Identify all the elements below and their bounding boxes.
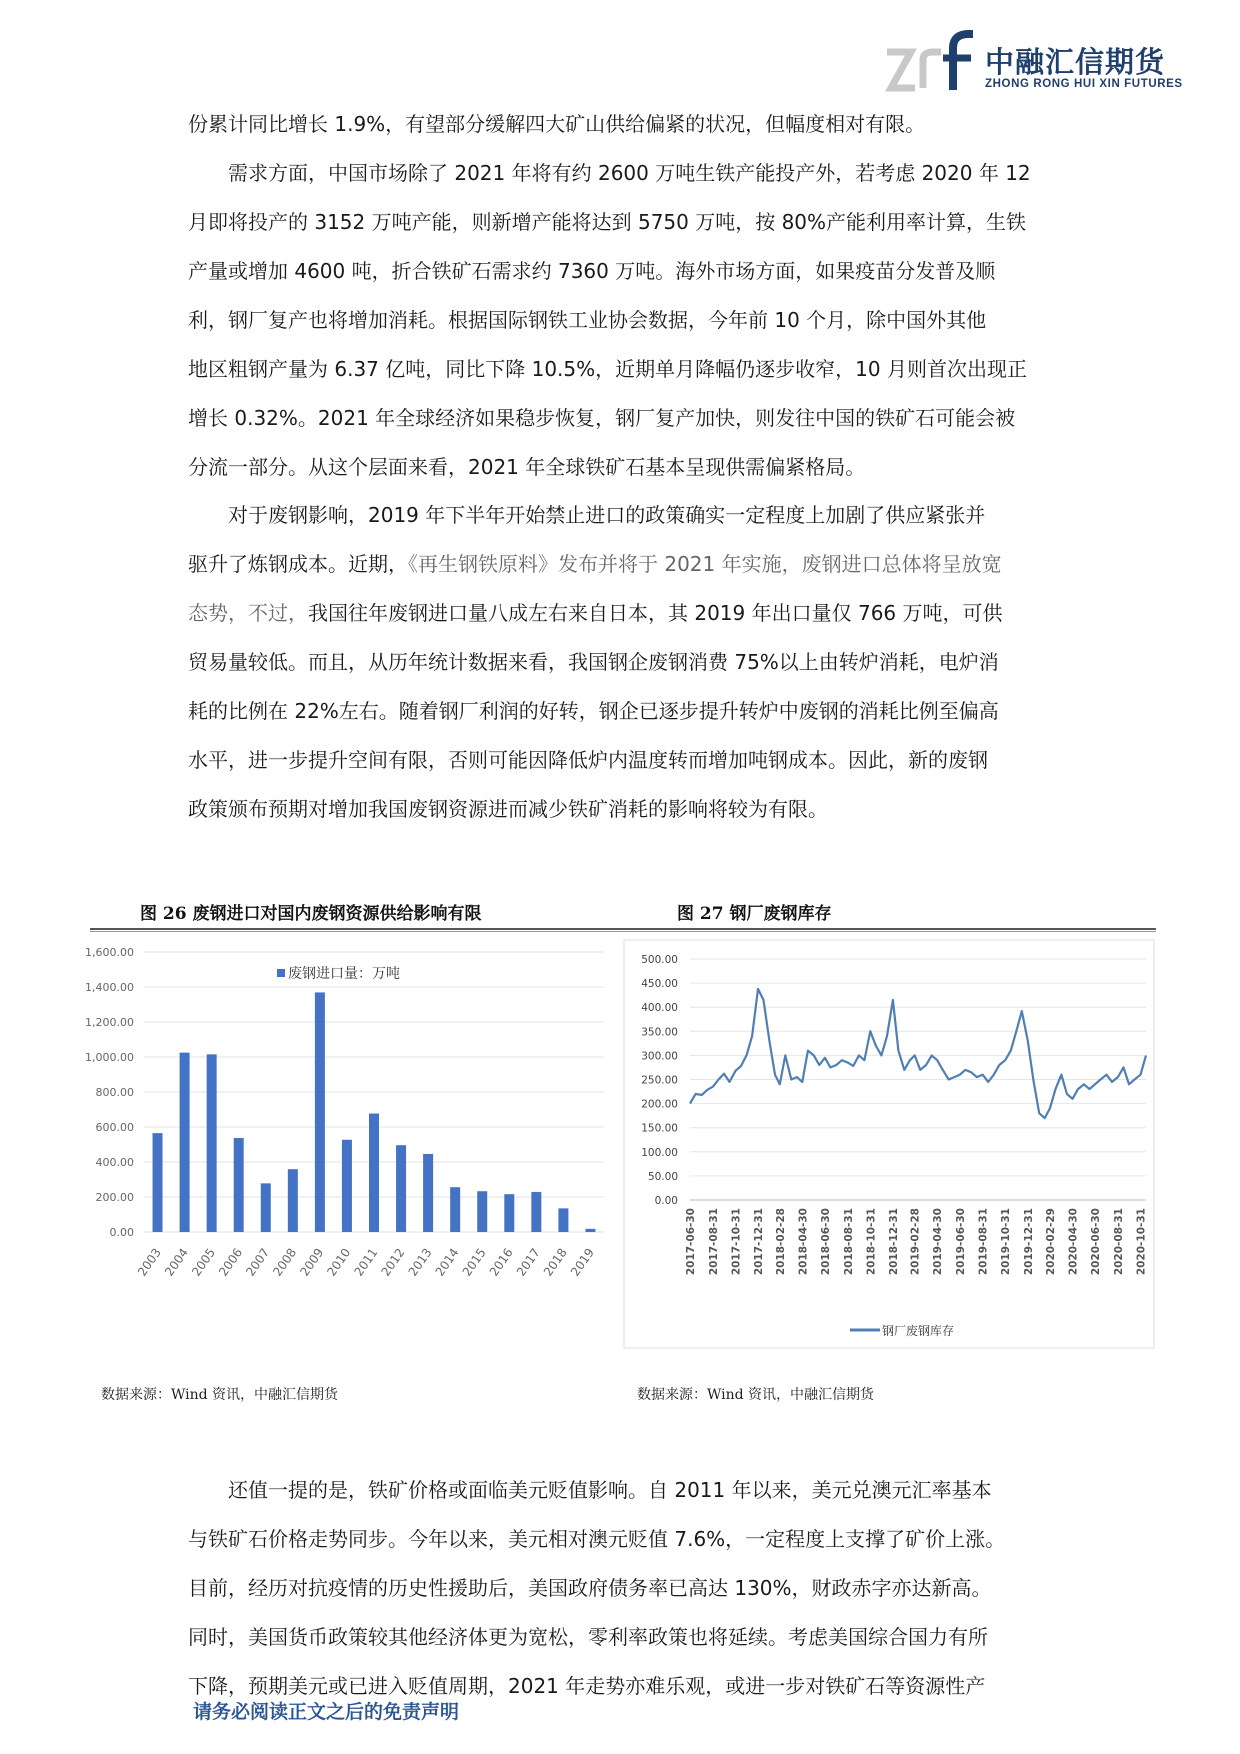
figure-divider [90,928,1156,930]
x-tick-label: 2018-04-30 [797,1208,810,1276]
x-tick-label: 2020-04-30 [1067,1208,1080,1276]
bar [234,1138,244,1232]
bar [180,1053,190,1232]
y-tick-label: 1,000.00 [85,1051,134,1064]
chart-y-axis [641,954,678,1207]
x-tick-label: 2020-08-31 [1112,1208,1125,1276]
paragraph-line [188,540,1058,589]
paragraph-text-muted: 《再生钢铁原料》发布并将于 2021 年实施，废钢进口总体将呈放宽 [408,552,1002,576]
x-tick-label: 2018-12-31 [887,1208,900,1276]
x-tick-label: 2018 [540,1245,570,1279]
chart-x-axis [135,1246,597,1279]
x-tick-label: 2019-06-30 [954,1208,967,1276]
logo-english-name: ZHONG RONG HUI XIN FUTURES [985,78,1183,90]
x-tick-label: 2019-02-28 [909,1208,922,1276]
bar [153,1133,163,1232]
chart-legend [277,966,400,982]
paragraph-line: 目前，经历对抗疫情的历史性援助后，美国政府债务率已高达 130%，财政赤字亦达新高。 [188,1576,992,1600]
x-tick-label: 2013 [405,1245,435,1279]
logo-mark-icon [885,30,975,94]
x-tick-label: 2011 [351,1245,381,1279]
paragraph-text: 驱升了炼钢成本。近期， [188,552,408,576]
chart-legend [850,1323,954,1338]
x-tick-label: 2008 [270,1245,300,1279]
x-tick-label: 2015 [459,1245,489,1279]
y-tick-label: 50.00 [647,1170,678,1183]
paragraph-line: 同时，美国货币政策较其他经济体更为宽松，零利率政策也将延续。考虑美国综合国力有所 [188,1625,988,1649]
steel-mill-scrap-inventory-line-chart [622,938,1156,1350]
x-tick-label: 2017-12-31 [752,1208,765,1276]
bar [315,992,325,1232]
paragraph-text-muted: 态势，不过， [188,601,308,625]
x-tick-label: 2012 [378,1245,408,1279]
x-tick-label: 2018-02-28 [774,1208,787,1276]
x-tick-label: 2007 [243,1245,273,1279]
y-tick-label: 100.00 [641,1146,678,1159]
bar [396,1145,406,1232]
paragraph-3 [188,491,1058,834]
y-tick-label: 150.00 [641,1122,678,1135]
x-tick-label: 2018-08-31 [842,1208,855,1276]
paragraph-1 [188,100,1058,149]
figure-27-title: 图 27 钢厂废钢库存 [677,904,832,924]
bar [558,1208,568,1232]
paragraph-line: 产量或增加 4600 吨，折合铁矿石需求约 7360 万吨。海外市场方面，如果疫苗分发普及顺 [188,259,996,283]
x-tick-label: 2017-06-30 [685,1208,697,1276]
figure-26-title: 图 26 废钢进口对国内废钢资源供给影响有限 [140,904,482,924]
company-logo [885,28,1183,98]
y-tick-label: 400.00 [95,1156,134,1169]
x-tick-label: 2005 [189,1245,219,1279]
y-tick-label: 200.00 [95,1191,134,1204]
chart-bars [153,992,596,1232]
x-tick-label: 2020-10-31 [1135,1208,1148,1276]
legend-label: 废钢进口量：万吨 [288,966,400,982]
bar [504,1194,514,1232]
paragraph-line: 与铁矿石价格走势同步。今年以来，美元相对澳元贬值 7.6%，一定程度上支撑了矿价上涨。 [188,1527,1006,1551]
disclaimer-footer[interactable]: 请务必阅读正文之后的免责声明 [193,1701,460,1723]
paragraph-line: 份累计同比增长 1.9%，有望部分缓解四大矿山供给偏紧的状况，但幅度相对有限。 [188,112,926,136]
x-tick-label: 2010 [324,1245,354,1279]
x-tick-label: 2017-08-31 [707,1208,720,1276]
y-tick-label: 350.00 [641,1026,678,1039]
bar [369,1114,379,1232]
x-tick-label: 2018-06-30 [819,1208,832,1276]
y-tick-label: 500.00 [641,954,678,966]
y-tick-label: 250.00 [641,1074,678,1087]
bar [450,1187,460,1232]
scrap-steel-import-bar-chart [85,938,614,1350]
x-tick-label: 2019-10-31 [1000,1208,1013,1276]
bar [477,1191,487,1232]
y-tick-label: 450.00 [641,978,678,991]
paragraph-line: 水平，进一步提升空间有限，否则可能因降低炉内温度转而增加吨钢成本。因此，新的废钢 [188,748,988,772]
y-tick-label: 1,200.00 [85,1016,134,1029]
paragraph-line: 对于废钢影响，2019 年下半年开始禁止进口的政策确实一定程度上加剧了供应紧张并 [228,503,986,527]
bar [423,1154,433,1232]
chart-series-line [690,989,1146,1118]
x-tick-label: 2019 [567,1245,597,1279]
paragraph-4 [188,1466,1058,1711]
bar [207,1054,217,1232]
x-tick-label: 2014 [432,1245,462,1279]
chart-frame [624,940,1154,1348]
paragraph-line: 政策颁布预期对增加我国废钢资源进而减少铁矿消耗的影响将较为有限。 [188,797,828,821]
paragraph-line: 月即将投产的 3152 万吨产能，则新增产能将达到 5750 万吨，按 80%产能利用率计算，生铁 [188,210,1027,234]
paragraph-line: 耗的比例在 22%左右。随着钢厂利润的好转，钢企已逐步提升转炉中废钢的消耗比例至偏高 [188,699,999,723]
logo-chinese-name: 中融汇信期货 [985,45,1166,79]
chart-x-axis [685,1208,1147,1275]
paragraph-line: 地区粗钢产量为 6.37 亿吨，同比下降 10.5%，近期单月降幅仍逐步收窄，10 月则首次出现正 [188,357,1027,381]
y-tick-label: 800.00 [95,1086,134,1099]
chart-gridlines [690,959,1146,1200]
bar [261,1183,271,1232]
paragraph-line: 增长 0.32%。2021 年全球经济如果稳步恢复，钢厂复产加快，则发往中国的铁矿石可能会被 [188,406,1016,430]
bar [531,1192,541,1232]
x-tick-label: 2006 [216,1245,246,1279]
x-tick-label: 2020-02-29 [1044,1208,1057,1276]
legend-swatch [277,969,285,977]
paragraph-line: 利，钢厂复产也将增加消耗。根据国际钢铁工业协会数据，今年前 10 个月，除中国外其他 [188,308,987,332]
x-tick-label: 2009 [297,1245,327,1279]
bar [288,1169,298,1232]
figure-27-source: 数据来源：Wind 资讯，中融汇信期货 [637,1387,875,1403]
figure-26-source: 数据来源：Wind 资讯，中融汇信期货 [101,1387,339,1403]
paragraph-line: 下降，预期美元或已进入贬值周期，2021 年走势亦难乐观，或进一步对铁矿石等资源性产 [188,1674,986,1698]
paragraph-text: 我国往年废钢进口量八成左右来自日本，其 2019 年出口量仅 766 万吨，可供 [308,601,1003,625]
figure-divider-thin [90,931,1156,932]
y-tick-label: 0.00 [109,1226,134,1239]
x-tick-label: 2018-10-31 [865,1208,878,1276]
legend-label: 钢厂废钢库存 [882,1324,955,1338]
bar [585,1229,595,1232]
x-tick-label: 2019-08-31 [977,1208,990,1276]
y-tick-label: 300.00 [641,1050,678,1063]
x-tick-label: 2016 [486,1245,516,1279]
bar [342,1140,352,1232]
paragraph-line [188,589,1058,638]
x-tick-label: 2004 [162,1245,192,1279]
paragraph-line: 需求方面，中国市场除了 2021 年将有约 2600 万吨生铁产能投产外，若考虑 2020 年 12 [228,161,1031,185]
x-tick-label: 2020-06-30 [1090,1208,1103,1276]
paragraph-line: 贸易量较低。而且，从历年统计数据来看，我国钢企废钢消费 75%以上由转炉消耗，电炉消 [188,650,999,674]
y-tick-label: 1,600.00 [85,946,134,959]
chart-y-axis [85,946,134,1239]
paragraph-line: 分流一部分。从这个层面来看，2021 年全球铁矿石基本呈现供需偏紧格局。 [188,455,866,479]
x-tick-label: 2017-10-31 [730,1208,743,1276]
paragraph-line: 还值一提的是，铁矿价格或面临美元贬值影响。自 2011 年以来，美元兑澳元汇率基本 [228,1478,992,1502]
x-tick-label: 2017 [513,1245,543,1279]
y-tick-label: 400.00 [641,1002,678,1015]
y-tick-label: 200.00 [641,1098,678,1111]
paragraph-2 [188,149,1058,492]
x-tick-label: 2019-04-30 [932,1208,945,1276]
y-tick-label: 0.00 [654,1195,678,1207]
x-tick-label: 2019-12-31 [1022,1208,1035,1276]
x-tick-label: 2003 [134,1245,164,1279]
y-tick-label: 600.00 [95,1121,134,1134]
y-tick-label: 1,400.00 [85,981,134,994]
